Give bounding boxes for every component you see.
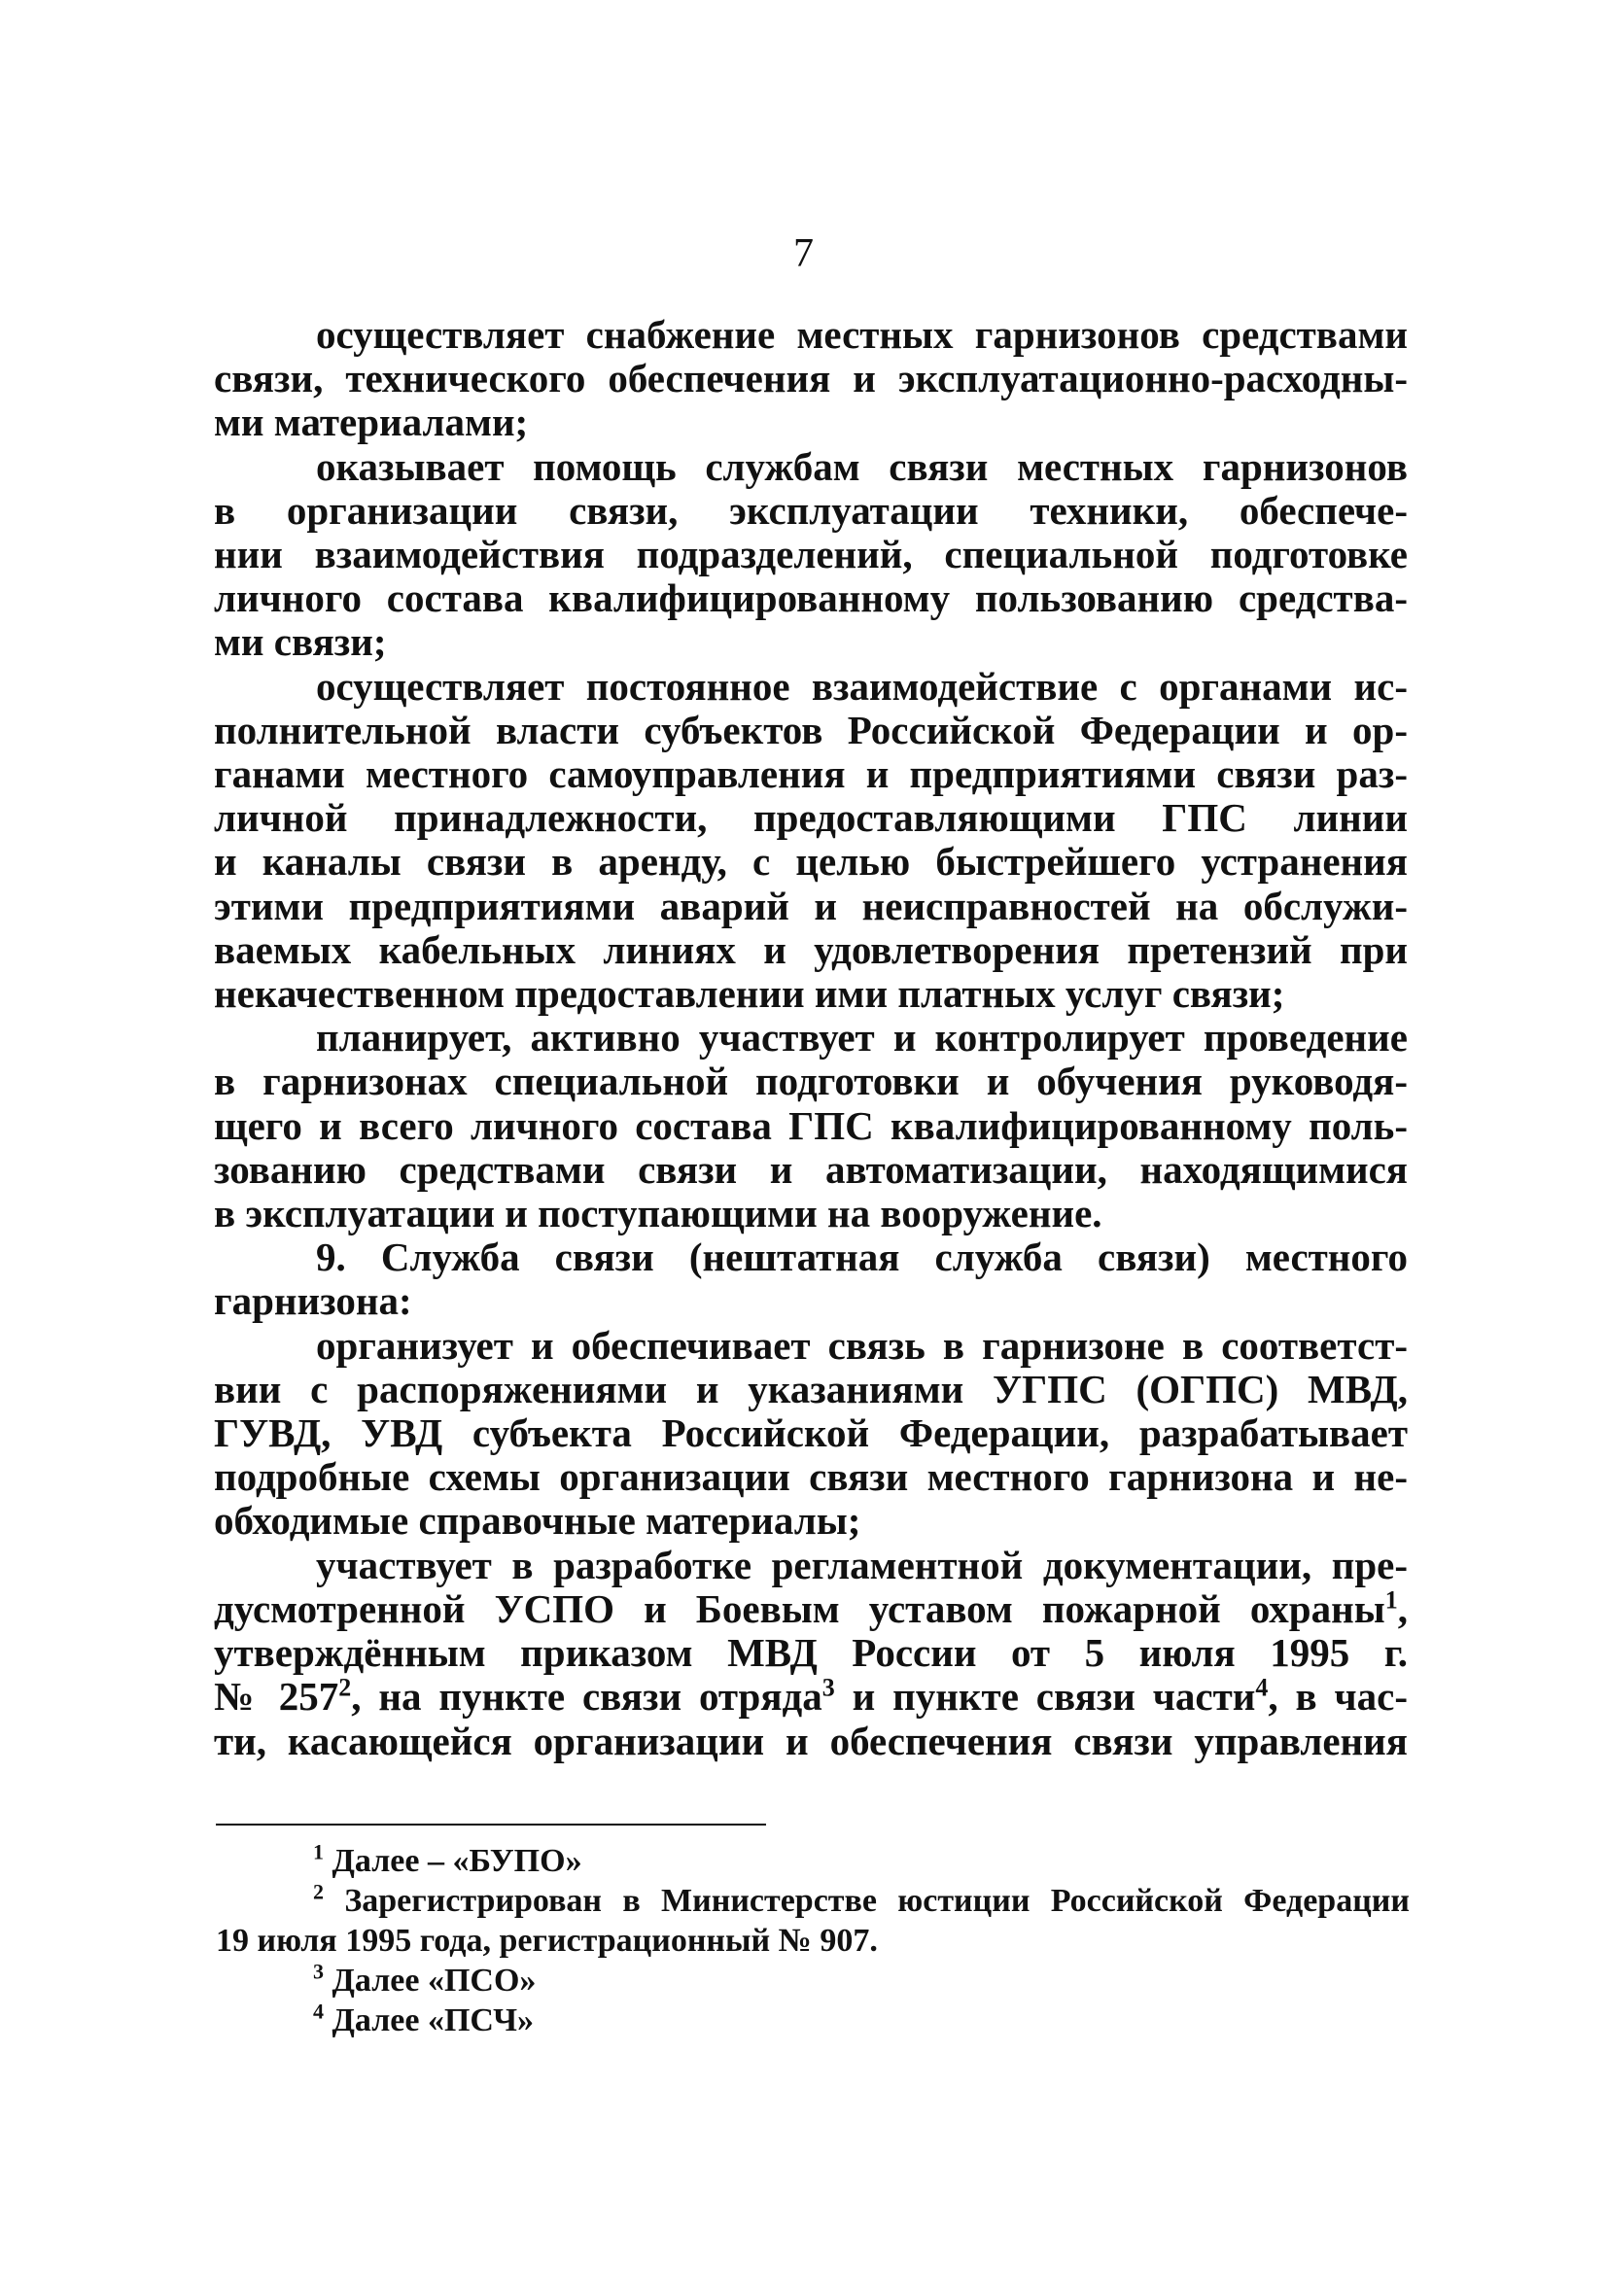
footnote-1 bbox=[216, 1841, 1410, 1881]
text-line: осуществляет постоянное взаимодействие с органами ис- bbox=[316, 663, 1408, 709]
footnote-mark: 2 bbox=[313, 1879, 324, 1904]
line-text: , bbox=[1397, 1585, 1408, 1631]
text-line: нии взаимодействия подразделений, специальной подготовке bbox=[214, 532, 1408, 577]
footnote-ref-1: 1 bbox=[1384, 1585, 1398, 1615]
text-line: в гарнизонах специальной подготовки и обучения руководя- bbox=[214, 1059, 1408, 1104]
footnote-ref-3: 3 bbox=[821, 1673, 835, 1702]
paragraph bbox=[214, 1235, 1408, 1323]
text-line: некачественном предоставлении ими платных услуг связи; bbox=[214, 971, 1285, 1017]
footnote-text: Зарегистрирован в Министерстве юстиции Российской Федерации bbox=[324, 1883, 1410, 1919]
footnote-4 bbox=[216, 2000, 1410, 2040]
line-text: № 257 bbox=[214, 1674, 339, 1720]
footnote-divider bbox=[216, 1824, 766, 1826]
text-line: и каналы связи в аренду, с целью быстрейшего устранения bbox=[214, 839, 1408, 885]
footnote-2 bbox=[216, 1881, 1410, 1921]
paragraphs bbox=[214, 313, 1408, 1544]
body-text bbox=[214, 313, 1408, 1763]
text-line: ми материалами; bbox=[214, 400, 529, 445]
text-line: ганами местного самоуправления и предприятиями связи раз- bbox=[214, 751, 1408, 797]
text-line: 9. Служба связи (нештатная служба связи) местного bbox=[316, 1235, 1408, 1280]
text-line: в организации связи, эксплуатации техники, обеспече- bbox=[214, 487, 1408, 533]
line-text: , на пункте связи отряда bbox=[351, 1674, 822, 1720]
text-line: ми связи; bbox=[214, 619, 387, 665]
text-line: обходимые справочные материалы; bbox=[214, 1498, 861, 1544]
text-line bbox=[214, 1587, 1408, 1631]
text-line: личного состава квалифицированному пользованию средства- bbox=[214, 575, 1408, 621]
footnote-text: Далее «ПСЧ» bbox=[324, 2002, 535, 2038]
footnote-text: 19 июля 1995 года, регистрационный № 907. bbox=[216, 1923, 878, 1959]
paragraph-participates bbox=[214, 1544, 1408, 1763]
line-text: дусмотренной УСПО и Боевым уставом пожарной охраны bbox=[214, 1585, 1385, 1631]
text-line bbox=[214, 1720, 1408, 1763]
footnote-mark: 3 bbox=[313, 1959, 324, 1984]
paragraph bbox=[214, 445, 1408, 665]
line-text: , в час- bbox=[1268, 1674, 1408, 1720]
text-line: щего и всего личного состава ГПС квалифицированному поль- bbox=[214, 1102, 1408, 1148]
line-text: и пункте связи части bbox=[834, 1674, 1256, 1720]
text-line: личной принадлежности, предоставляющими ГПС линии bbox=[214, 795, 1408, 841]
text-line: организует и обеспечивает связь в гарнизоне в соответст- bbox=[316, 1322, 1408, 1368]
footnote-text: Далее «ПСО» bbox=[324, 1963, 537, 1999]
text-line: полнительной власти субъектов Российской Федерации и ор- bbox=[214, 707, 1408, 752]
text-line: подробные схемы организации связи местного гарнизона и не- bbox=[214, 1454, 1408, 1500]
text-line: оказывает помощь службам связи местных гарнизонов bbox=[316, 443, 1408, 489]
footnote-mark: 4 bbox=[313, 1999, 324, 2024]
line-text: участвует в разработке регламентной документации, пре- bbox=[316, 1542, 1408, 1587]
footnote-ref-2: 2 bbox=[338, 1673, 352, 1702]
line-text: утверждённым приказом МВД России от 5 июля 1995 г. bbox=[214, 1630, 1408, 1676]
page-number: 7 bbox=[793, 231, 814, 276]
text-line: планирует, активно участвует и контролирует проведение bbox=[316, 1015, 1408, 1061]
text-line: ваемых кабельных линиях и удовлетворения претензий при bbox=[214, 926, 1408, 972]
text-line: связи, технического обеспечения и эксплуатационно-расходны- bbox=[214, 356, 1408, 401]
text-line: вии с распоряжениями и указаниями УГПС (ОГПС) МВД, bbox=[214, 1366, 1408, 1411]
footnote-text: Далее – «БУПО» bbox=[324, 1843, 582, 1879]
text-line: гарнизона: bbox=[214, 1278, 412, 1324]
text-line: зованию средствами связи и автоматизации, находящимися bbox=[214, 1146, 1408, 1192]
text-line: этими предприятиями аварий и неисправностей на обслужи- bbox=[214, 883, 1408, 928]
footnote-ref-4: 4 bbox=[1255, 1673, 1269, 1702]
footnote-3 bbox=[216, 1961, 1410, 2000]
text-line bbox=[214, 1675, 1408, 1719]
line-text: ти, касающейся организации и обеспечения связи управления bbox=[214, 1718, 1408, 1763]
paragraph bbox=[214, 1016, 1408, 1235]
text-line: осуществляет снабжение местных гарнизонов средствами bbox=[316, 312, 1408, 357]
footnotes bbox=[216, 1841, 1410, 2040]
footnote-mark: 1 bbox=[313, 1839, 324, 1864]
footnote-2-continued bbox=[216, 1921, 1410, 1961]
paragraph bbox=[214, 665, 1408, 1017]
paragraph bbox=[214, 313, 1408, 445]
text-line: в эксплуатации и поступающими на вооружение. bbox=[214, 1191, 1102, 1236]
paragraph bbox=[214, 1324, 1408, 1544]
text-line: ГУВД, УВД субъекта Российской Федерации, разрабатывает bbox=[214, 1410, 1408, 1456]
text-line bbox=[214, 1631, 1408, 1675]
text-line bbox=[214, 1544, 1408, 1587]
